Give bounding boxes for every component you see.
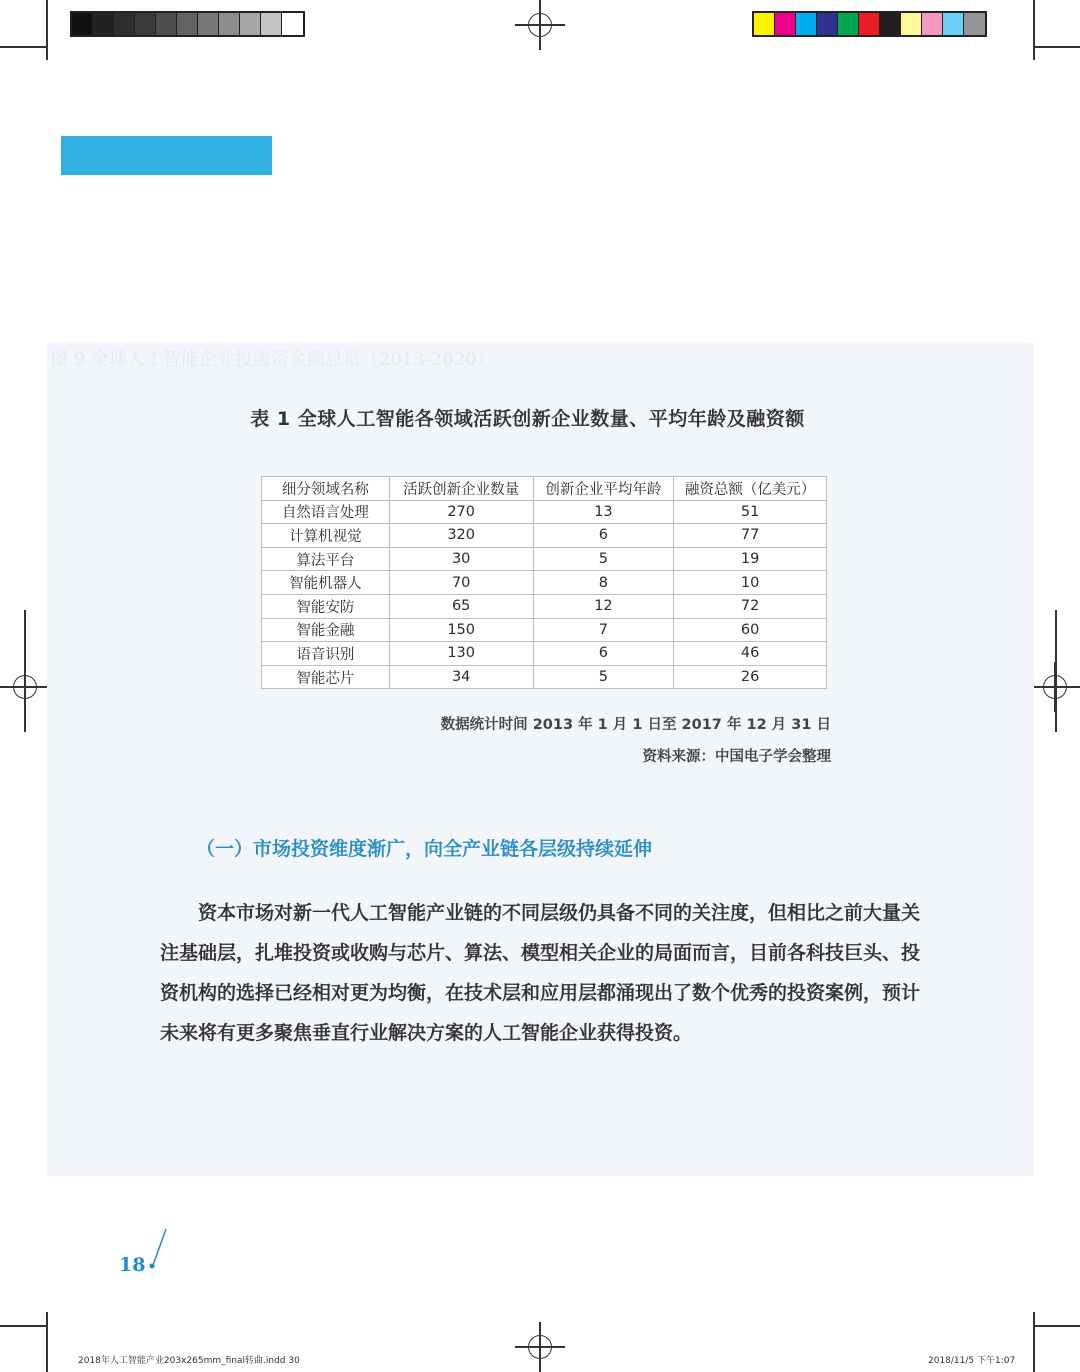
crop-mark [46, 0, 48, 60]
footer-timestamp: 2018/11/5 下午1:07 [928, 1356, 1016, 1366]
table-cell: 6 [533, 524, 674, 548]
color-swatch [93, 13, 114, 35]
column-header: 细分领域名称 [262, 477, 390, 501]
color-swatch [261, 13, 282, 35]
color-swatch [240, 13, 261, 35]
table-title: 表 1 全球人工智能各领域活跃创新企业数量、平均年龄及融资额 [250, 408, 805, 430]
table-row [262, 524, 827, 548]
table-cell: 自然语言处理 [262, 500, 390, 524]
table-cell: 72 [674, 594, 827, 618]
data-table [261, 476, 827, 689]
faded-figure-caption: 图 9 全球人工智能企业投融资金额总量（2013-2020） [50, 349, 495, 370]
section-heading: （一）市场投资维度渐广，向全产业链各层级持续延伸 [196, 838, 653, 860]
color-swatch [838, 13, 859, 35]
crop-mark [1034, 46, 1080, 48]
footer-file-name: 2018年人工智能产业203x265mm_final转曲.indd 30 [78, 1356, 300, 1366]
table-header-row [262, 477, 827, 501]
color-swatch [219, 13, 240, 35]
color-swatch [880, 13, 901, 35]
table-cell: 8 [533, 571, 674, 595]
table-cell: 320 [389, 524, 533, 548]
table-cell: 26 [674, 665, 827, 689]
column-header: 创新企业平均年龄 [533, 477, 674, 501]
page-number: 18 [119, 1254, 146, 1276]
crop-mark [1033, 0, 1035, 60]
color-swatch [859, 13, 880, 35]
color-swatch [796, 13, 817, 35]
data-source-note: 资料来源：中国电子学会整理 [642, 749, 831, 765]
cmyk-color-bar [752, 11, 987, 37]
color-swatch [114, 13, 135, 35]
table-row [262, 547, 827, 571]
table-cell: 46 [674, 642, 827, 666]
table-cell: 计算机视觉 [262, 524, 390, 548]
color-swatch [943, 13, 964, 35]
table-cell: 13 [533, 500, 674, 524]
table-cell: 65 [389, 594, 533, 618]
crop-mark [0, 1325, 47, 1327]
decorative-slash-icon [146, 1228, 172, 1276]
table-cell: 70 [389, 571, 533, 595]
color-swatch [198, 13, 219, 35]
table-cell: 19 [674, 547, 827, 571]
color-swatch [775, 13, 796, 35]
crop-mark [46, 1312, 48, 1372]
color-swatch [156, 13, 177, 35]
color-swatch [964, 13, 985, 35]
color-swatch [817, 13, 838, 35]
table-cell: 12 [533, 594, 674, 618]
registration-mark [515, 1322, 565, 1372]
table-cell: 智能机器人 [262, 571, 390, 595]
table-cell: 语音识别 [262, 642, 390, 666]
table-cell: 270 [389, 500, 533, 524]
color-swatch [135, 13, 156, 35]
crop-mark [0, 46, 47, 48]
table-cell: 51 [674, 500, 827, 524]
table-cell: 算法平台 [262, 547, 390, 571]
table-cell: 60 [674, 618, 827, 642]
grayscale-color-bar [70, 11, 305, 37]
color-swatch [922, 13, 943, 35]
table-cell: 30 [389, 547, 533, 571]
data-date-range-note: 数据统计时间 2013 年 1 月 1 日至 2017 年 12 月 31 日 [440, 717, 831, 733]
paragraph-text: 资本市场对新一代人工智能产业链的不同层级仍具备不同的关注度，但相比之前大量关注基础层，扎堆投资或收购与芯片、算法、模型相关企业的局面而言，目前各科技巨头、投资机构的选择已经相对更为均衡，在技术层和应用层都涌现出了数个优秀的投资案例，预计未来将有更多聚焦垂直行业解决方案的人工智能企业获得投资。 [160, 902, 921, 1044]
table-cell: 130 [389, 642, 533, 666]
table-cell: 5 [533, 665, 674, 689]
crop-mark [1034, 1325, 1080, 1327]
table-row [262, 665, 827, 689]
color-swatch [901, 13, 922, 35]
table-row [262, 571, 827, 595]
table-row [262, 618, 827, 642]
color-swatch [282, 13, 303, 35]
color-swatch [754, 13, 775, 35]
table-row [262, 594, 827, 618]
table-row [262, 500, 827, 524]
crop-mark [24, 610, 26, 732]
table-cell: 150 [389, 618, 533, 642]
table-cell: 5 [533, 547, 674, 571]
crop-mark [1055, 610, 1057, 732]
color-swatch [72, 13, 93, 35]
registration-mark [515, 0, 565, 50]
table-cell: 智能金融 [262, 618, 390, 642]
body-paragraph [160, 893, 935, 1053]
table-cell: 智能安防 [262, 594, 390, 618]
column-header: 融资总额（亿美元） [674, 477, 827, 501]
table-cell: 智能芯片 [262, 665, 390, 689]
header-accent-bar [61, 136, 272, 175]
color-swatch [177, 13, 198, 35]
table-cell: 34 [389, 665, 533, 689]
column-header: 活跃创新企业数量 [389, 477, 533, 501]
table-cell: 7 [533, 618, 674, 642]
crop-mark [1033, 1312, 1035, 1372]
table-cell: 6 [533, 642, 674, 666]
table-cell: 10 [674, 571, 827, 595]
table-row [262, 642, 827, 666]
table-cell: 77 [674, 524, 827, 548]
